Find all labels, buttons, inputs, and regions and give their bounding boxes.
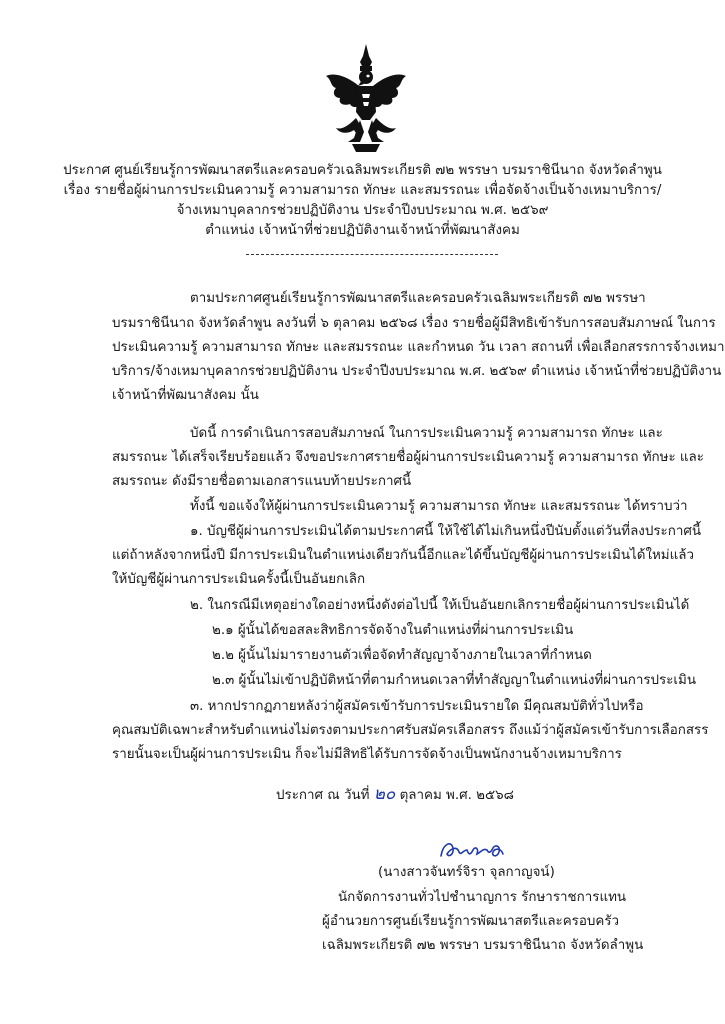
paragraph-2-line: สมรรถนะ ได้เสร็จเรียบร้อยแล้ว จึงขอประกาศรายชื่อผู้ผ่านการประเมินความรู้ ความสามารถ ทักษะ และ: [112, 450, 704, 465]
signer-position-1: นักจัดการงานทั่วไปชำนาญการ รักษาราชการแทน: [338, 890, 627, 905]
announce-date: [276, 784, 514, 806]
item-1-line: ให้บัญชีผู้ผ่านการประเมินครั้งนี้เป็นอันยกเลิก: [112, 572, 366, 587]
announce-prefix: ประกาศ ณ วันที่: [276, 788, 370, 803]
item-2-1: ๒.๑ ผู้นั้นได้ขอสละสิทธิการจัดจ้างในตำแหน่งที่ผ่านการประเมิน: [212, 623, 574, 638]
announce-day: ๒๐: [373, 784, 396, 804]
paragraph-2-line: สมรรถนะ ดังมีรายชื่อตามเอกสารแนบท้ายประกาศนี้: [112, 474, 412, 489]
header-subject-line: เรื่อง รายชื่อผู้ผ่านการประเมินความรู้ ความสามารถ ทักษะ และสมรรถนะ เพื่อจัดจ้างเป็นจ้างเหมาบริการ/: [63, 183, 662, 198]
header-position-line: ตำแหน่ง เจ้าหน้าที่ช่วยปฏิบัติงานเจ้าหน้าที่พัฒนาสังคม: [205, 223, 520, 238]
header-line-1: ประกาศ ศูนย์เรียนรู้การพัฒนาสตรีและครอบครัวเฉลิมพระเกียรติ ๗๒ พรรษา บรมราชินีนาถ จังหวัดลำพูน: [63, 163, 662, 178]
item-3-line: คุณสมบัติเฉพาะสำหรับตำแหน่งไม่ตรงตามประกาศรับสมัครเลือกสรร ถึงแม้ว่าผู้สมัครเข้ารับการเลือกสรร: [112, 723, 709, 738]
item-2-3: ๒.๓ ผู้นั้นไม่เข้าปฏิบัติหน้าที่ตามกำหนดเวลาที่ทำสัญญาในตำแหน่งที่ผ่านการประเมิน: [212, 673, 696, 688]
paragraph-2-line: บัดนี้ การดำเนินการสอบสัมภาษณ์ ในการประเมินความรู้ ความสามารถ ทักษะ และ: [190, 426, 663, 441]
header-line-3: จ้างเหมาบุคลากรช่วยปฏิบัติงาน ประจำปีงบประมาณ พ.ศ. ๒๕๖๙: [176, 203, 549, 218]
paragraph-1-line: บรมราชินีนาถ จังหวัดลำพูน ลงวันที่ ๖ ตุลาคม ๒๕๖๘ เรื่อง รายชื่อผู้มีสิทธิเข้ารับการสอบสัมภาษณ์ ในการ: [112, 316, 716, 331]
handwritten-signature-icon: [437, 834, 507, 866]
item-1-line: ๑. บัญชีผู้ผ่านการประเมินได้ตามประกาศนี้ ให้ใช้ได้ไม่เกินหนึ่งปีนับตั้งแต่วันที่ลงประกาศนี้: [190, 524, 701, 539]
announce-suffix: ตุลาคม พ.ศ. ๒๕๖๘: [399, 788, 514, 803]
header-divider: [246, 254, 498, 255]
signer-name: (นางสาวจันทร์จิรา จุลกาญจน์): [378, 865, 555, 880]
item-1-line: แต่ถ้าหลังจากหนึ่งปี มีการประเมินในตำแหน่งเดียวกันนี้อีกและได้ขึ้นบัญชีผู้ผ่านการประเมินได้ใหม่แล้ว: [112, 548, 694, 563]
paragraph-1-line: เจ้าหน้าที่พัฒนาสังคม นั้น: [112, 388, 259, 403]
paragraph-1-line: ตามประกาศศูนย์เรียนรู้การพัฒนาสตรีและครอบครัวเฉลิมพระเกียรติ ๗๒ พรรษา: [190, 291, 646, 306]
paragraph-3: ทั้งนี้ ขอแจ้งให้ผู้ผ่านการประเมินความรู้ ความสามารถ ทักษะ และสมรรถนะ ได้ทราบว่า: [190, 499, 688, 514]
paragraph-1-line: ประเมินความรู้ ความสามารถ ทักษะ และสมรรถนะ และกำหนด วัน เวลา สถานที่ เพื่อเลือกสรรการจ้างเหมา: [112, 340, 725, 355]
item-3-line: ๓. หากปรากฏภายหลังว่าผู้สมัครเข้ารับการประเมินรายใด มีคุณสมบัติทั่วไปหรือ: [190, 699, 644, 714]
item-2-2: ๒.๒ ผู้นั้นไม่มารายงานตัวเพื่อจัดทำสัญญาจ้างภายในเวลาที่กำหนด: [212, 648, 592, 663]
item-2: ๒. ในกรณีมีเหตุอย่างใดอย่างหนึ่งดังต่อไปนี้ ให้เป็นอันยกเลิกรายชื่อผู้ผ่านการประเมินได้: [190, 598, 690, 613]
item-3-line: รายนั้นจะเป็นผู้ผ่านการประเมิน ก็จะไม่มีสิทธิได้รับการจัดจ้างเป็นพนักงานจ้างเหมาบริการ: [112, 747, 622, 762]
garuda-emblem-icon: [322, 42, 410, 154]
signer-position-2: ผู้อำนวยการศูนย์เรียนรู้การพัฒนาสตรีและครอบครัว: [322, 914, 620, 929]
signer-position-3: เฉลิมพระเกียรติ ๗๒ พรรษา บรมราชินีนาถ จังหวัดลำพูน: [322, 938, 644, 953]
paragraph-1-line: บริการ/จ้างเหมาบุคลากรช่วยปฏิบัติงาน ประจำปีงบประมาณ พ.ศ. ๒๕๖๙ ตำแหน่ง เจ้าหน้าที่ช่วยปฏิบัติงาน: [112, 364, 722, 379]
